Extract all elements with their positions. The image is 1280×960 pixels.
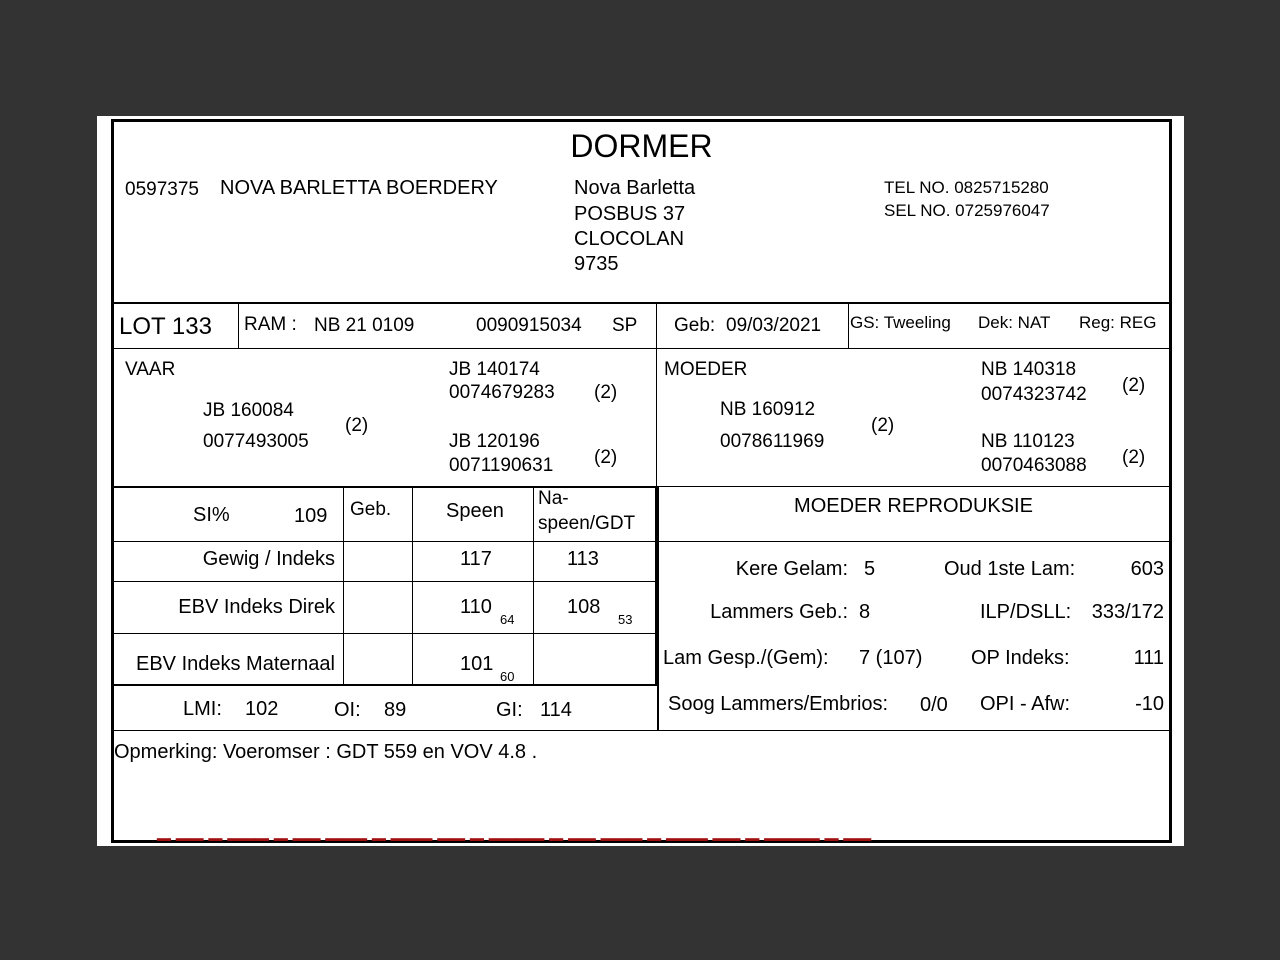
divider [114,348,1169,349]
dam-birth-count: (2) [871,415,895,436]
col-header-speen: Speen [446,500,504,522]
remark-label: Opmerking: [114,741,218,763]
divider [114,581,657,582]
ilp-dsll-label: ILP/DSLL: [980,601,1072,623]
si-value: 109 [294,505,328,527]
row-label-ebv-maternaal: EBV Indeks Maternaal [136,653,335,675]
sire-birth-count: (2) [345,415,369,436]
soog-lammers-value: 0/0 [920,694,948,716]
oi-value: 89 [384,699,407,721]
divider [656,348,657,486]
soog-lammers-label: Soog Lammers/Embrios: [668,693,889,715]
sale-catalogue-card-paper [97,116,1184,859]
si-label: SI% [193,504,230,526]
gewig-speen-value: 117 [460,548,492,570]
opi-afw-value: -10 [1135,693,1164,715]
lammers-geb-label: Lammers Geb.: [710,601,848,623]
row-label-ebv-direk: EBV Indeks Direk [178,596,335,618]
divider [238,303,239,348]
sire-dam-number: 0071190631 [449,455,554,476]
divider [658,486,1169,487]
divider [114,684,657,686]
member-number: 0597375 [125,179,199,200]
farm-name: NOVA BARLETTA BOERDERY [220,177,498,199]
ram-reg-suffix: SP [612,315,638,336]
dam-label: MOEDER [664,359,748,380]
tel-number: TEL NO. 0825715280 [884,178,1049,197]
row-label-gewig-indeks: Gewig / Indeks [202,548,335,570]
breed-title: DORMER [570,128,713,164]
divider [658,541,1169,542]
dam-dam-birth-count: (2) [1122,447,1146,468]
divider [114,302,1169,304]
dam-sire-number: 0074323742 [981,384,1087,405]
divider [114,541,657,542]
address-line-2: POSBUS 37 [574,203,686,225]
divider [412,486,413,685]
ebv-direk-speen-value: 110 [460,596,492,618]
oud-1ste-lam-value: 603 [1130,558,1164,580]
dam-sire-birth-count: (2) [1122,375,1146,396]
mating-type: Dek: NAT [978,313,1051,332]
lam-gesp-label: Lam Gesp./(Gem): [663,647,829,669]
dam-id: NB 160912 [720,399,816,420]
dam-number: 0078611969 [720,431,825,452]
sire-sire-id: JB 140174 [449,359,540,380]
ram-reg-number: 0090915034 [476,315,582,336]
divider [533,486,534,685]
dam-sire-id: NB 140318 [981,359,1077,380]
sire-dam-birth-count: (2) [594,447,618,468]
address-line-3: CLOCOLAN [574,228,685,250]
lmi-value: 102 [245,698,279,720]
remark [114,742,537,762]
kere-gelam-value: 5 [864,558,876,580]
ebv-maternaal-speen-accuracy: 60 [500,669,515,684]
sire-dam-id: JB 120196 [449,431,540,452]
birth-status: GS: Tweeling [850,313,951,332]
col-header-naspeen-line1: Na- [538,488,569,509]
address-line-1: Nova Barletta [574,177,696,199]
sire-id: JB 160084 [203,400,294,421]
divider [656,303,657,348]
registration-status: Reg: REG [1079,313,1157,332]
lammers-geb-value: 8 [859,601,871,623]
cell-number: SEL NO. 0725976047 [884,201,1050,220]
ebv-direk-naspeen-accuracy: 53 [618,612,633,627]
lot-label: LOT 133 [119,313,212,340]
sire-label: VAAR [125,359,176,380]
lam-gesp-value: 7 (107) [859,647,923,669]
gewig-naspeen-value: 113 [567,548,599,570]
sire-number: 0077493005 [203,431,309,452]
dam-dam-id: NB 110123 [981,431,1075,452]
opi-afw-label: OPI - Afw: [980,693,1071,715]
oud-1ste-lam-label: Oud 1ste Lam: [944,558,1076,580]
remark-text: Voeromser : GDT 559 en VOV 4.8 . [222,741,538,763]
dam-dam-number: 0070463088 [981,455,1087,476]
ilp-dsll-value: 333/172 [1091,601,1164,623]
divider [114,486,658,488]
divider [848,303,849,348]
gi-label: GI: [496,699,523,721]
reproduction-title: MOEDER REPRODUKSIE [794,495,1033,517]
birth-label: Geb: [674,315,716,336]
gi-value: 114 [540,699,572,721]
lmi-label: LMI: [183,698,222,720]
col-header-geb: Geb. [350,499,392,520]
sire-sire-birth-count: (2) [594,382,618,403]
divider [114,633,657,634]
cut-off-footer: ▔ ▔▔ ▔ ▔▔▔ ▔ ▔▔ ▔▔▔ ▔ ▔▔▔ ▔▔ ▔ ▔▔▔▔ ▔ ▔▔ ▔▔▔ ▔ ▔▔▔ ▔▔ ▔ ▔▔▔▔ ▔ ▔▔ [157,839,872,859]
address-line-4: 9735 [574,253,619,275]
oi-label: OI: [334,699,361,721]
divider [114,730,1169,731]
col-header-naspeen-line2: speen/GDT [538,513,636,534]
op-indeks-label: OP Indeks: [971,647,1070,669]
ram-id: NB 21 0109 [314,315,415,336]
ram-label: RAM : [244,314,297,335]
kere-gelam-label: Kere Gelam: [735,558,848,580]
sire-sire-number: 0074679283 [449,382,555,403]
ebv-direk-speen-accuracy: 64 [500,612,515,627]
lot-card [111,119,1172,843]
divider [343,486,344,685]
op-indeks-value: 111 [1133,647,1164,669]
birth-date: 09/03/2021 [726,315,822,336]
ebv-direk-naspeen-value: 108 [567,596,601,618]
ebv-maternaal-speen-value: 101 [460,653,494,675]
